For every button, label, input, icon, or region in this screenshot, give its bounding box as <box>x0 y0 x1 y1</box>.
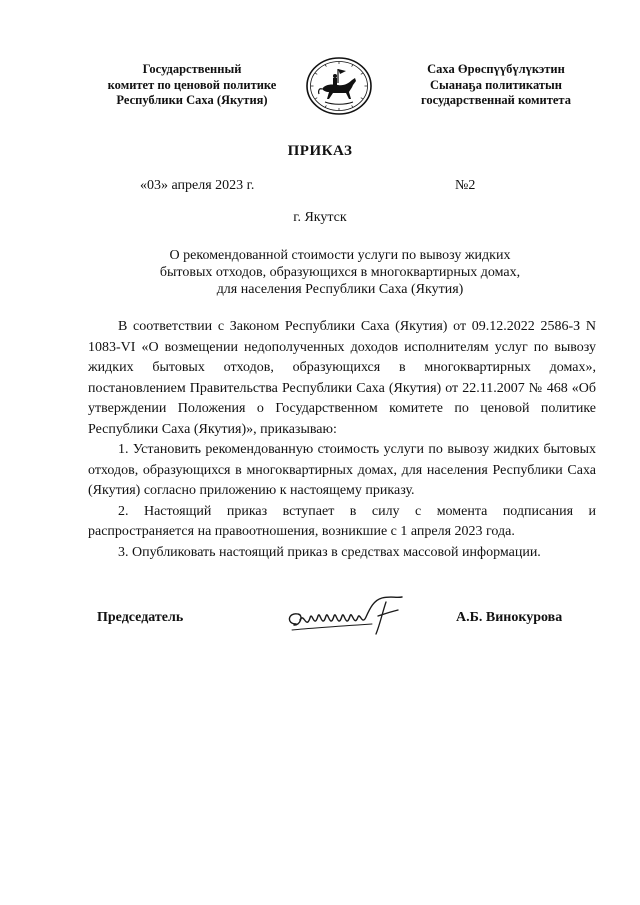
signatory-position: Председатель <box>97 610 184 625</box>
header-right-org-name <box>390 62 602 109</box>
document-city: г. Якутск <box>293 210 347 225</box>
subject-line-3: для населения Республики Саха (Якутия) <box>216 282 464 297</box>
body-paragraph-item-2: 2. Настоящий приказ вступает в силу с момента подписания и распространяется на правоотношения, возникшие с 1 апреля 2023 года. <box>88 503 596 539</box>
header-left-line-3: Республики Саха (Якутия) <box>116 93 268 107</box>
header-left-line-2: комитет по ценовой политике <box>107 77 277 92</box>
document-title: ПРИКАЗ <box>287 143 353 159</box>
subject-line-1: О рекомендованной стоимости услуги по вывозу жидких <box>169 248 511 263</box>
header-left-line-1: Государственный <box>142 62 242 76</box>
sakha-emblem-icon <box>305 56 373 116</box>
body-paragraph-item-1: 1. Установить рекомендованную стоимость услуги по вывозу жидких бытовых отходов, образующихся в многоквартирных домах, для населения Республики Саха (Якутия) согласно приложению к настоящему приказу. <box>88 442 596 498</box>
document-number: №2 <box>455 178 476 193</box>
body-paragraph-preamble: В соответствии с Законом Республики Саха (Якутия) от 09.12.2022 2586-З N 1083-VI «О возмещении недополученных доходов исполнителям услуг по вывозу жидких бытовых отходов, образующихся в многоквартирных домах», постановлением Правительства Республики Саха (Якутия) от 22.11.2007 № 468 «Об утверждении Положения о Государственном комитете по ценовой политике Республики Саха (Якутия)», приказываю: <box>88 319 596 437</box>
subject-line-2: бытовых отходов, образующихся в многоквартирных домах, <box>159 265 521 280</box>
header-left-org-name <box>88 62 296 109</box>
header-right-line-2: Сыанаҕа политикатын <box>430 77 562 92</box>
body-paragraph-item-3: 3. Опубликовать настоящий приказ в средствах массовой информации. <box>118 544 541 560</box>
header-right-line-3: государственнай комитета <box>421 93 571 107</box>
document-body <box>88 317 596 563</box>
document-date: «03» апреля 2023 г. <box>140 178 255 193</box>
document-subject <box>90 247 590 298</box>
handwritten-signature-icon <box>282 590 414 638</box>
signatory-name: А.Б. Винокурова <box>456 610 563 625</box>
header-right-line-1: Саха Өрөспүүбүлүкэтин <box>427 62 565 76</box>
